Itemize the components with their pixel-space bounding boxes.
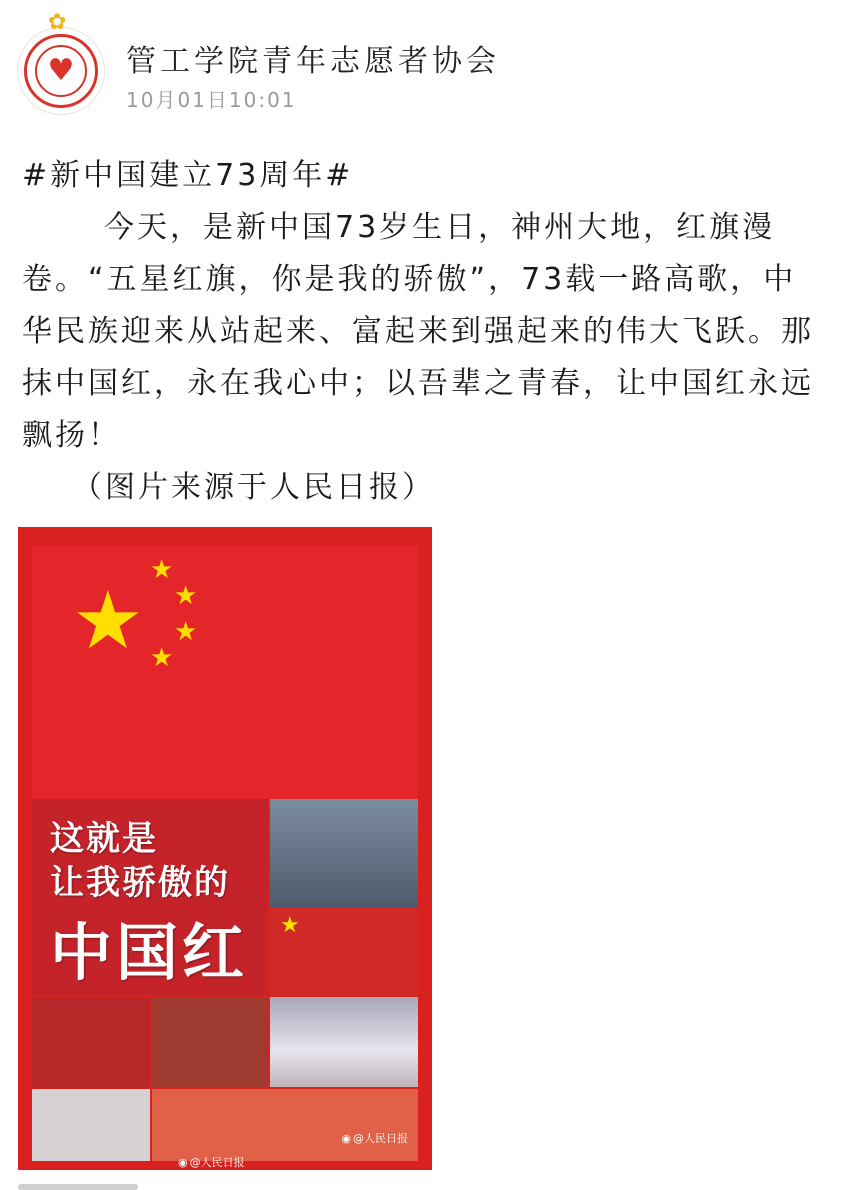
post-timestamp: 10月01日10:01 (126, 88, 297, 112)
account-avatar[interactable] (18, 10, 104, 114)
post-line-3: 华民族迎来从站起来、富起来到强起来的伟大飞跃。那 (22, 314, 814, 349)
weibo-icon: ◉ (341, 1132, 351, 1145)
post-body (22, 150, 848, 514)
poster-watermark: ◉ @人民日报 (341, 1132, 408, 1145)
collage-tile-flags (32, 997, 150, 1087)
small-star-icon: ★ (174, 617, 198, 647)
photo-collage (32, 799, 418, 1161)
collage-tile-rocket-launch (270, 799, 418, 907)
collage-tile-athlete (152, 997, 268, 1087)
collage-tile-airplane (32, 1089, 150, 1161)
post-line-1: 今天，是新中国73岁生日，神州大地，红旗漫 (104, 210, 776, 245)
post-line-2: 卷。“五星红旗，你是我的骄傲”，73载一路高歌，中 (22, 262, 797, 297)
poster-title-line-3: 中国红 (50, 916, 249, 989)
image-credit: （图片来源于人民日报） (72, 470, 435, 505)
post-line-4: 抹中国红，永在我心中；以吾辈之青春，让中国红永远 (22, 366, 814, 401)
poster-title-line-2: 让我骄傲的 (50, 863, 230, 903)
weibo-icon: ◉ (178, 1156, 188, 1169)
small-star-icon: ★ (150, 643, 174, 673)
avatar-inner (35, 45, 87, 97)
sunflower-icon: ✿ (48, 10, 67, 35)
collage-tile-snow-mountain (270, 997, 418, 1087)
collage-tile-astronauts (270, 909, 418, 995)
national-flag (32, 545, 418, 803)
image-watermark: ◉ @人民日报 (178, 1156, 245, 1169)
large-star-icon: ★ (72, 574, 144, 667)
star-icon: ★ (280, 913, 300, 938)
footer-cutoff (18, 1184, 138, 1190)
poster-title-line-1: 这就是 (50, 819, 158, 859)
small-star-icon: ★ (174, 581, 198, 611)
small-star-icon: ★ (150, 555, 174, 585)
heart-icon: ♥ (47, 53, 75, 88)
post-image[interactable] (18, 527, 432, 1170)
post-line-5: 飘扬！ (22, 418, 121, 453)
account-name[interactable]: 管工学院青年志愿者协会 (126, 44, 500, 79)
topic-hashtag[interactable]: #新中国建立73周年# (22, 158, 354, 193)
collage-tile-mars-rover (152, 1089, 418, 1161)
